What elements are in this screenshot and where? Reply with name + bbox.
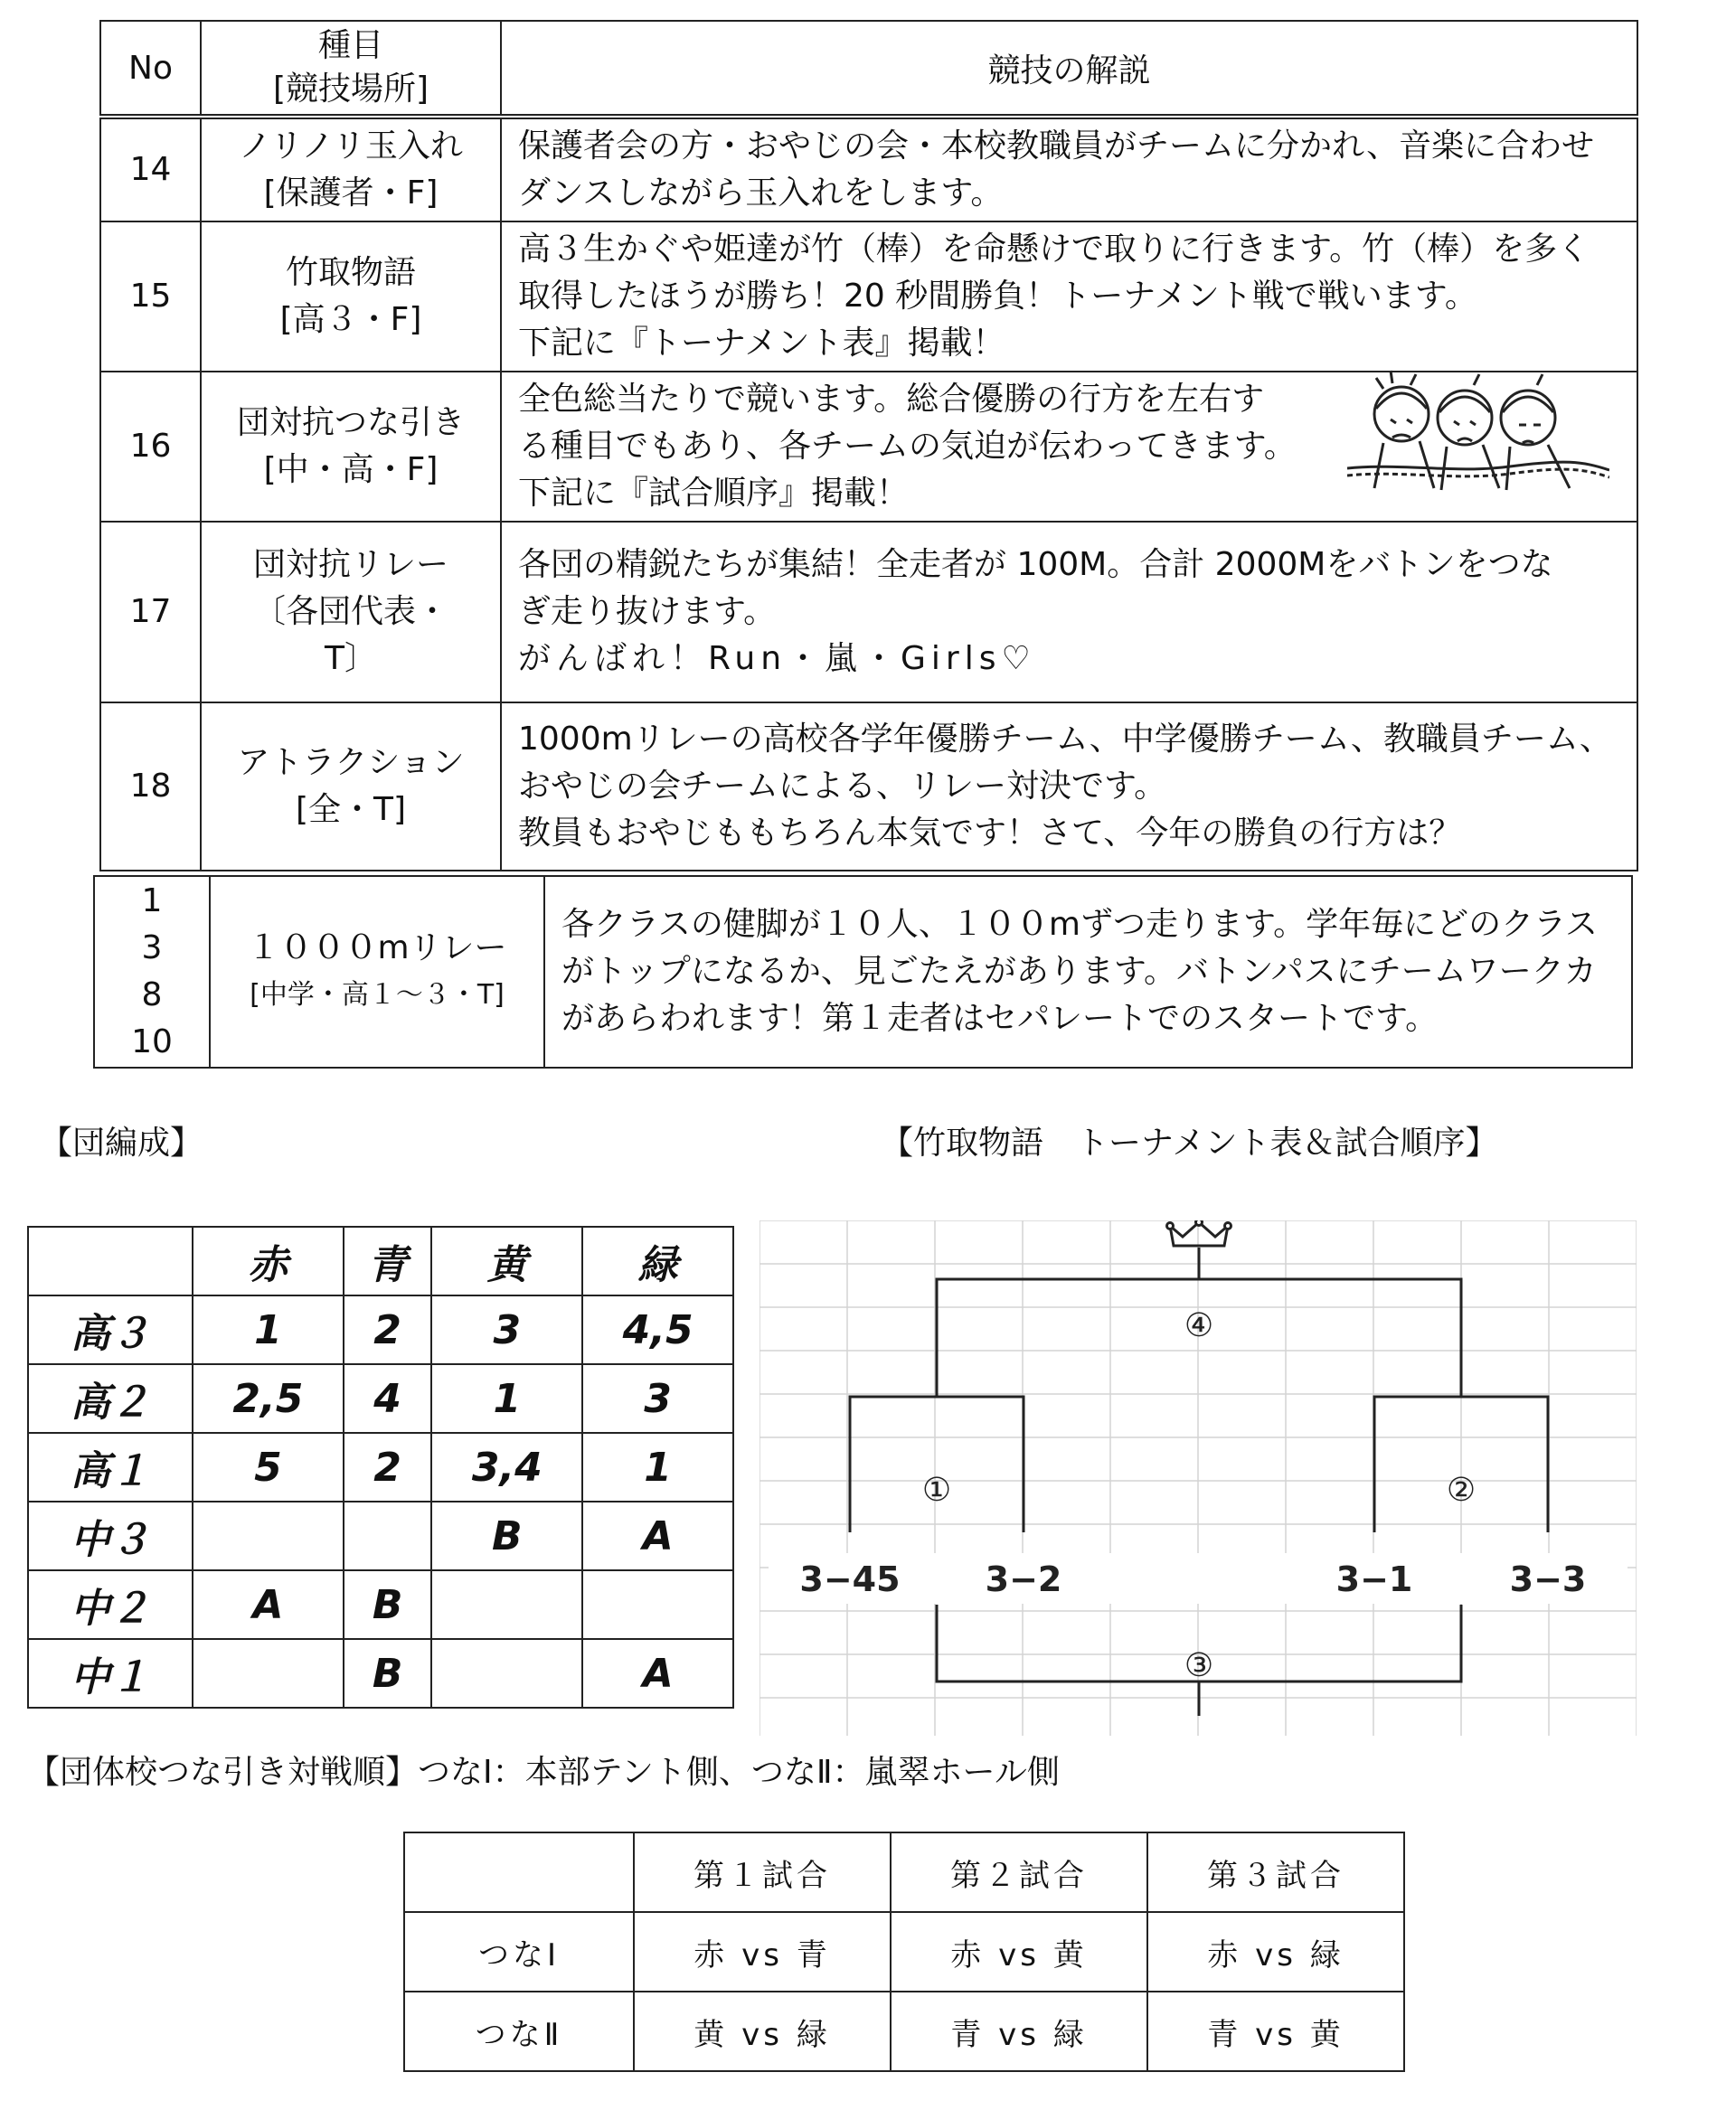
header-description: 競技の解説 <box>501 21 1637 117</box>
corner-cell <box>28 1227 193 1295</box>
desc-line: 取得したほうが勝ち！20 秒間勝負！トーナメント戦で戦います。 <box>518 278 1477 315</box>
match-cell: 赤 vs 黄 <box>891 1912 1147 1992</box>
header-category-label: 種目 <box>317 27 383 64</box>
desc-line: 1000mリレーの高校各学年優勝チーム、中学優勝チーム、教職員チーム、 <box>518 721 1612 758</box>
team-color: 黄 <box>431 1227 582 1295</box>
team-cell: 1 <box>193 1295 344 1364</box>
relay-numbers <box>94 876 210 1068</box>
match-cell: 黄 vs 緑 <box>634 1992 891 2071</box>
team-label: 3−45 <box>799 1559 901 1599</box>
table-row <box>28 1433 733 1502</box>
tug-heading: 【団体校つな引き対戦順】つなⅠ：本部テント側、つなⅡ：嵐翠ホール側 <box>27 1754 1060 1791</box>
team-header-row <box>28 1227 733 1295</box>
team-cell: 2 <box>344 1295 432 1364</box>
header-no: No <box>100 21 201 117</box>
event-no: 15 <box>100 221 201 372</box>
team-cell: 2 <box>344 1433 432 1502</box>
tournament-bracket <box>760 1220 1637 1736</box>
match-label: ① <box>921 1472 952 1509</box>
team-cell: 2,5 <box>193 1364 344 1433</box>
table-row <box>28 1502 733 1570</box>
event-name: 団対抗つな引き <box>236 404 465 441</box>
rope-label: つなⅡ <box>404 1992 634 2071</box>
event-category <box>201 117 501 221</box>
event-no: 17 <box>100 522 201 702</box>
table-row <box>28 1295 733 1364</box>
team-cell: 3,4 <box>431 1433 582 1502</box>
team-cell <box>193 1639 344 1708</box>
grade-label: 中１ <box>28 1639 193 1708</box>
event-category <box>201 221 501 372</box>
team-cell: 4,5 <box>582 1295 733 1364</box>
events-header-row <box>100 21 1637 117</box>
event-place: [高３・F] <box>279 301 422 338</box>
table-row <box>100 522 1637 702</box>
match-column: 第１試合 <box>634 1832 891 1912</box>
table-row <box>404 1912 1404 1992</box>
table-row <box>94 876 1632 1068</box>
desc-line: る種目でもあり、各チームの気迫が伝わってきます。 <box>518 428 1297 465</box>
event-name: 団対抗リレー <box>252 546 448 583</box>
event-name: 竹取物語 <box>285 254 416 291</box>
relay-no: 3 <box>141 929 163 966</box>
event-name: ノリノリ玉入れ <box>239 127 463 165</box>
desc-line: 全色総当たりで競います。総合優勝の行方を左右す <box>518 381 1265 418</box>
relay-no: 8 <box>141 976 163 1013</box>
relay-name: １０００mリレー <box>247 929 507 966</box>
match-label: ④ <box>1184 1307 1214 1344</box>
match-label: ② <box>1446 1472 1477 1509</box>
desc-line: おやじの会チームによる、リレー対決です。 <box>518 768 1167 805</box>
match-column: 第２試合 <box>891 1832 1147 1912</box>
table-row <box>404 1992 1404 2071</box>
table-row <box>28 1639 733 1708</box>
team-label: 3−1 <box>1335 1559 1413 1599</box>
tug-of-war-kids-illustration <box>1347 362 1609 497</box>
team-color: 緑 <box>582 1227 733 1295</box>
relay-no: 10 <box>131 1023 173 1060</box>
desc-line: 保護者会の方・おやじの会・本校教職員がチームに分かれ、音楽に合わせ <box>518 127 1595 165</box>
team-cell <box>582 1570 733 1639</box>
team-cell: 1 <box>431 1364 582 1433</box>
team-table <box>27 1226 734 1709</box>
team-color: 青 <box>344 1227 432 1295</box>
event-name: アトラクション <box>237 744 465 781</box>
event-description <box>501 702 1637 871</box>
event-category <box>201 522 501 702</box>
desc-line: がトップになるか、見ごたえがあります。バトンパスにチームワークカ <box>561 953 1597 990</box>
team-cell: 5 <box>193 1433 344 1502</box>
desc-line: 高３生かぐや姫達が竹（棒）を命懸けで取りに行きます。竹（棒）を多く <box>518 231 1590 268</box>
team-label: 3−3 <box>1509 1559 1587 1599</box>
team-label: 3−2 <box>985 1559 1062 1599</box>
desc-line: 各クラスの健脚が１０人、１００mずつ走ります。学年毎にどのクラス <box>561 906 1599 943</box>
grade-label: 中２ <box>28 1570 193 1639</box>
table-row <box>100 221 1637 372</box>
match-cell: 赤 vs 緑 <box>1147 1912 1404 1992</box>
team-cell: A <box>582 1639 733 1708</box>
team-cell: A <box>582 1502 733 1570</box>
crown-icon <box>1167 1220 1231 1246</box>
team-cell: B <box>431 1502 582 1570</box>
grade-label: 高１ <box>28 1433 193 1502</box>
event-description <box>501 221 1637 372</box>
teams-heading: 【団編成】 <box>40 1125 203 1162</box>
team-cell: A <box>193 1570 344 1639</box>
match-cell: 赤 vs 青 <box>634 1912 891 1992</box>
team-cell <box>431 1639 582 1708</box>
team-cell: 4 <box>344 1364 432 1433</box>
table-row <box>28 1364 733 1433</box>
team-cell: 3 <box>431 1295 582 1364</box>
desc-line: がんばれ！Run・嵐・Girls♡ <box>518 640 1036 677</box>
event-no: 14 <box>100 117 201 221</box>
rope-label: つなⅠ <box>404 1912 634 1992</box>
bracket-heading: 【竹取物語 トーナメント表＆試合順序】 <box>881 1125 1498 1162</box>
grade-label: 中３ <box>28 1502 193 1570</box>
team-cell <box>344 1502 432 1570</box>
grade-label: 高３ <box>28 1295 193 1364</box>
event-category <box>201 702 501 871</box>
team-color: 赤 <box>193 1227 344 1295</box>
team-cell: 3 <box>582 1364 733 1433</box>
team-cell <box>193 1502 344 1570</box>
team-cell: B <box>344 1570 432 1639</box>
match-cell: 青 vs 緑 <box>891 1992 1147 2071</box>
tug-header-row <box>404 1832 1404 1912</box>
desc-line: 下記に『トーナメント表』掲載！ <box>518 325 1005 362</box>
match-cell: 青 vs 黄 <box>1147 1992 1404 2071</box>
desc-line: 教員もおやじももちろん本気です！さて、今年の勝負の行方は？ <box>518 815 1462 852</box>
grade-label: 高２ <box>28 1364 193 1433</box>
team-cell <box>431 1570 582 1639</box>
team-cell: B <box>344 1639 432 1708</box>
event-place: [中・高・F] <box>263 451 439 488</box>
desc-line: 下記に『試合順序』掲載！ <box>518 475 910 512</box>
table-row <box>28 1570 733 1639</box>
relay-table <box>93 875 1633 1069</box>
event-place: 〔各団代表・ <box>252 593 448 630</box>
header-category <box>201 21 501 117</box>
event-place-cont: T〕 <box>325 640 377 677</box>
table-row <box>100 702 1637 871</box>
desc-line: ぎ走り抜けます。 <box>518 593 777 630</box>
event-place: [保護者・F] <box>263 174 439 212</box>
match-label: ③ <box>1184 1647 1214 1684</box>
desc-line: があらわれます！第１走者はセパレートでのスタートです。 <box>561 1000 1439 1037</box>
event-place: [全・T] <box>295 791 407 828</box>
team-cell: 1 <box>582 1433 733 1502</box>
relay-description <box>544 876 1632 1068</box>
desc-line: ダンスしながら玉入れをします。 <box>518 174 1004 212</box>
event-category <box>201 372 501 522</box>
tug-schedule-table <box>403 1832 1405 2072</box>
desc-line: 各団の精鋭たちが集結！全走者が 100M。合計 2000Mをバトンをつな <box>518 546 1553 583</box>
corner-cell <box>404 1832 634 1912</box>
event-description <box>501 522 1637 702</box>
event-no: 16 <box>100 372 201 522</box>
relay-category <box>210 876 544 1068</box>
event-no: 18 <box>100 702 201 871</box>
event-description <box>501 117 1637 221</box>
match-column: 第３試合 <box>1147 1832 1404 1912</box>
relay-place: [中学・高１～３・T] <box>250 979 505 1011</box>
relay-no: 1 <box>141 882 163 919</box>
table-row <box>100 117 1637 221</box>
header-category-sub: [競技場所] <box>272 71 429 108</box>
